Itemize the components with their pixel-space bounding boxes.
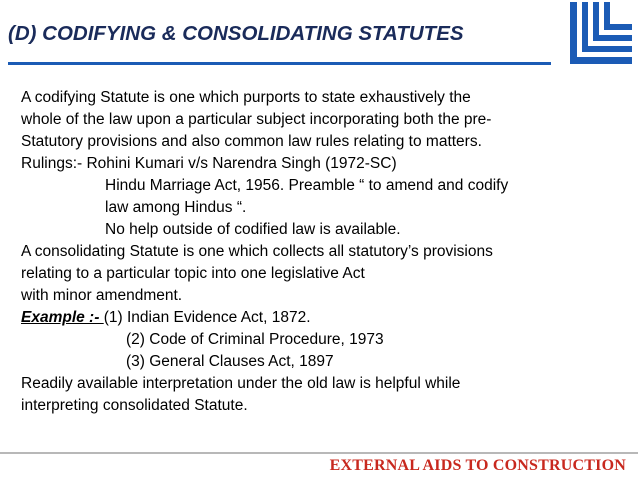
footer-text: EXTERNAL AIDS TO CONSTRUCTION [329,457,626,474]
slide-title: (D) CODIFYING & CONSOLIDATING STATUTES [8,22,464,45]
footer-divider [0,452,638,454]
consolidating-line: A consolidating Statute is one which collects all statutory’s provisions [21,243,493,260]
closing-line: Readily available interpretation under the old law is helpful while [21,375,461,392]
example-item: (3) General Clauses Act, 1897 [126,353,334,370]
consolidating-line: with minor amendment. [21,287,183,304]
closing-line: interpreting consolidated Statute. [21,397,248,414]
codifying-line: whole of the law upon a particular subject incorporating both the pre- [21,111,492,128]
rulings-detail: No help outside of codified law is available. [105,221,401,238]
example-label: Example :- [21,309,104,326]
slide-body [21,87,626,417]
rulings-detail: Hindu Marriage Act, 1956. Preamble “ to amend and codify [105,177,509,194]
rulings-line [21,153,626,175]
example-line [21,307,626,329]
square-spiral-logo-icon [570,2,632,64]
consolidating-line: relating to a particular topic into one legislative Act [21,265,365,282]
rulings-case: Rohini Kumari v/s Narendra Singh (1972-SC) [86,155,397,172]
rulings-detail: law among Hindus “. [105,199,247,216]
codifying-line: Statutory provisions and also common law rules relating to matters. [21,133,482,150]
rulings-label: Rulings:- [21,155,83,172]
title-underline [8,62,551,65]
example-item: (1) Indian Evidence Act, 1872. [103,309,311,326]
example-item: (2) Code of Criminal Procedure, 1973 [126,331,384,348]
codifying-line: A codifying Statute is one which purports to state exhaustively the [21,89,471,106]
